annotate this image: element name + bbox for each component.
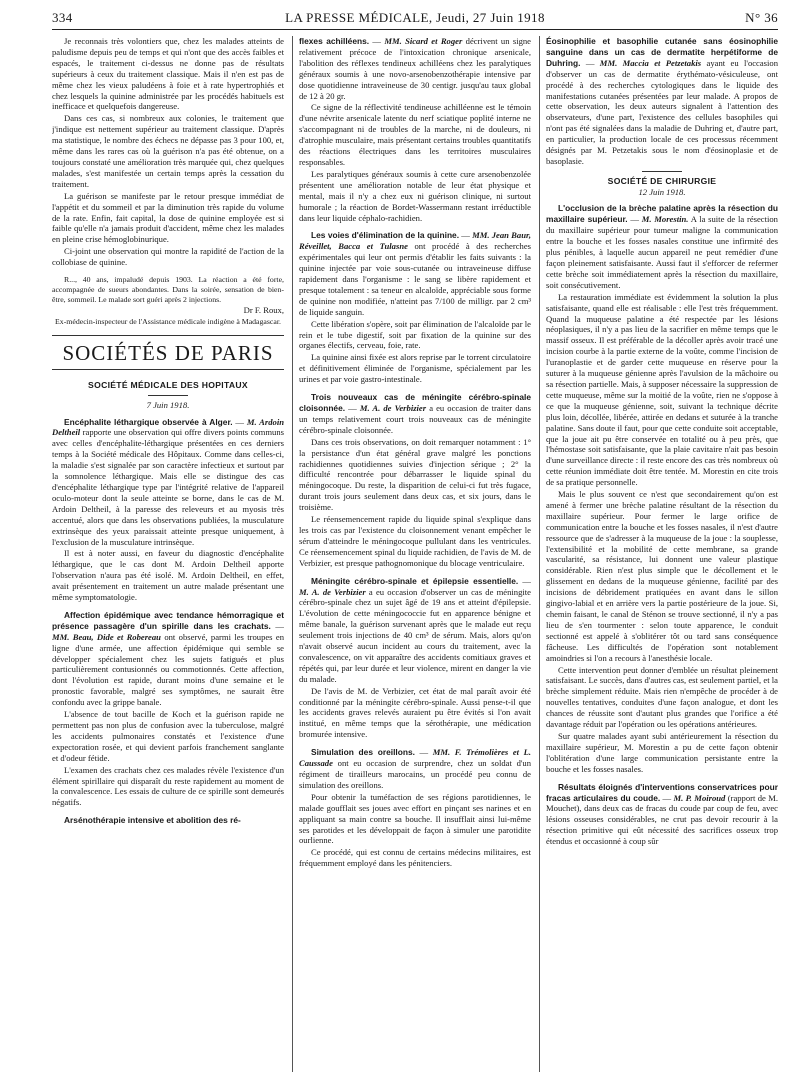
article-title: Encéphalite léthargique observée à Alger. (64, 416, 233, 427)
author-title: Ex-médecin-inspecteur de l'Assistance médicale indigène à Madagascar. (55, 317, 281, 327)
article: L'occlusion de la brèche palatine après la résection du maxillaire supérieur. — M. Morestin. A la suite de la résection du maxillaire supérieur pour tumeur maligne la communication entre la bouche et les fosses nasales constitue une infirmité des plus pénibles, à laquelle aucun appareil ne peut remédier d'une façon pleinement satisfaisante. Aussi faut il s'efforcer de refermer cette brèche soit immédiatement après la résection du maxillaire, soit consécutivement. (546, 203, 778, 290)
article-title: Simulation des oreillons. (311, 747, 415, 758)
session-date: 12 Juin 1918. (638, 186, 686, 197)
article-text: ont eu occasion de surprendre, chez un soldat d'un régiment de tirailleurs marocains, un procédé peu connu de simulation des oreillons. (299, 758, 531, 790)
article-author: M. A. de Verbizier (299, 586, 366, 597)
article-text: ont procédé à des recherches expérimentales qui leur ont permis d'établir les faits suivants : la quinine injectée par voie sous-cutanée ou intraveineuse diffuse rapidement dans l'organisme : le sang se libère rapidement et presque totalement : sa teneur en alcaloïde, appréciable sous forme de quinine non modifiée, n'atteint pas 7/100 de milligr. par 2 cm³ de liquide sanguin. (299, 241, 531, 317)
paragraph: Ce signe de la réflectivité tendineuse achilléenne est le témoin d'une névrite arsenicale latente du nerf sciatique poplité interne ne s'accompagnant ni de troubles de la marche, ni de douleurs, ni d'atrophie musculaire, mais présentant certains troubles quantitatifs des réactions électriques dans les territoires musculaires responsables. (299, 102, 531, 167)
article-author: M. Ardoin Deltheil (52, 416, 284, 438)
article: Affection épidémique avec tendance hémorragique et présence passagère d'un spirille dans les crachats. — MM. Beau, Dide et Robereau ont observé, parmi les troupes en ligne d'une armée, une affection épidémique qui semble se développer spécialement chez les sujets fatigués et plus particulièrement contusionnés ou commotionnés. Cette affection, dont l'évolution est rapide, durant moins d'une semaine et le pronostic favorable, malgré ses symptômes, ne saurait être confondu avec la grippe banale. (52, 609, 284, 708)
article-title: Méningite cérébro-spinale et épilepsie essentielle. (311, 575, 519, 586)
article-title: L'occlusion de la brèche palatine après la résection du maxillaire supérieur. (546, 203, 778, 225)
paragraph: L'absence de tout bacille de Koch et la guérison rapide ne permettent pas non plus de confusion avec la tuberculose, malgré les accidents pulmonaires constatés et l'existence d'une expectoration rosée, et qui devient parfois franchement sanglante et d'odeur fétide. (52, 709, 284, 763)
column-2 (299, 36, 531, 1072)
article-title: Trois nouveaux cas de méningite cérébro-spinale cloisonnée. (299, 392, 531, 413)
article: Simulation des oreillons. — MM. F. Trémolières et L. Caussade ont eu occasion de surprendre, chez un soldat d'un régiment de tirailleurs marocains, un procédé peu connu de simulation des oreillons. (299, 747, 531, 790)
article-text: (rapport de M. Mouchet), dans deux cas de fracas du coude par coup de feu, avec lésions osseuses considérables, ne crut pas devoir recourir à la résection primitive qui eût nécessité des sacrifices osseux trop étendus et occasionné à coup sûr (546, 792, 778, 847)
article-title: Résultats éloignés d'interventions conservatrices pour fracas articulaires du coude. (546, 781, 778, 803)
running-header (52, 10, 778, 30)
paragraph: Cette libération s'opère, soit par élimination de l'alcaloïde par le rein et le tube digestif, soit par fixation de la quinine sur des organes électifs, cerveau, foie, rate. (299, 318, 531, 351)
article-author: MM. Maccia et Petzetakis (599, 57, 702, 68)
paragraph: Les paralytiques généraux soumis à cette cure arsenobenzolée présentent une amélioration notable de leur état physique et mental, mais il n'y a chez eux ni guérison clinique, ni surtout humorale ; la réaction de Bordet-Wassermann restant irréductible dans leur liquide céphalo-rachidien. (299, 168, 531, 223)
paragraph: Dans ces trois observations, on doit remarquer notamment : 1° la persistance d'un état général grave malgré les ponctions rachidiennes quotidiennes suivies d'injection sérique ; 2° la difficulté rencontrée pour débarrasser le liquide spinal du méningocoque. Du reste, la disparition de celui-ci fut très fugace, durant trois jours seulement dans deux cas, et six jours, dans le troisième. (299, 436, 531, 513)
article-author: M. Morestin. (641, 214, 689, 225)
article-text: ayant eu l'occasion d'observer un cas de dermatite érythémato-vésiculeuse, ont procédé à des recherches cytologiques dans le liquide des manifestations cutanées présentées par leur malade. A propos de cette observation, les deux auteurs signalent à l'attention des observateurs, d'une part, l'existence des cellules basophiles qui n'ont pas été signalées dans la maladie de Duhring et, d'autre part, en particulier, la production locale de ces processus récemment désignés par M. Petzetakis sous le nom d'éosinoplasie et de basoplasie. (546, 57, 778, 166)
article-text: ont observé, parmi les troupes en ligne d'une armée, une affection épidémique qui semble se développer spécialement chez les sujets fatigués et plus particulièrement contusionnés ou commotionnés. Cette affection, dont l'évolution est rapide, durant moins d'une semaine et le pronostic favorable, malgré ses symptômes, ne saurait être confondu avec la grippe banale. (52, 631, 284, 708)
article: Trois nouveaux cas de méningite cérébro-spinale cloisonnée. — M. A. de Verbizier a eu occasion de traiter dans un temps relativement court trois nouveaux cas de méningite cérébro-spinale cloisonnée. (299, 392, 531, 435)
article-text: A la suite de la résection du maxillaire supérieur pour tumeur maligne la communication entre la bouche et les fosses nasales constitue une infirmité des plus pénibles, à laquelle aucun appareil ne peut remédier d'une façon pleinement satisfaisante. Aussi faut il s'efforcer de refermer cette brèche soit immédiatement après la résection du maxillaire, soit consécutivement. (546, 214, 778, 290)
paragraph: Le réensemencement rapide du liquide spinal s'explique dans les trois cas par l'existence du cloisonnement venant empêcher le sérum d'atteindre le méningocoque pullulant dans les ventricules. Ce réensemencement spinal du liquide rachidien, de l'avis de M. de Verbizier, est presque pathognomonique du blocage ventriculaire. (299, 514, 531, 568)
paragraph: Ce procédé, qui est connu de certains médecins militaires, est fréquemment employé dans les pénitenciers. (299, 847, 531, 869)
paragraph: La quinine ainsi fixée est alors reprise par le torrent circulatoire et définitivement éliminée de l'organisme, spécialement par les urines et par voie gastro-intestinale. (299, 352, 531, 385)
divider (148, 395, 188, 396)
page-number: 334 (52, 10, 73, 25)
article-title: Les voies d'élimination de la quinine. (311, 230, 460, 241)
paragraph: Il est à noter aussi, en faveur du diagnostic d'encéphalite léthargique, que le cas dont M. Ardoin Deltheil apporte l'observation n'aura pas été isolé. M. Ardoin Deltheil, en effet, avait présentement en traitement un autre malade présentant une même symptomatologie. (52, 548, 284, 603)
article-author: MM. Jean Baur, Réveillet, Bacca et Tulasne (299, 230, 531, 252)
paragraph: La guérison se manifeste par le retour presque immédiat de l'appétit et du sommeil et par la diminution très rapide du volume de la rate. Enfin, fait capital, la dose de quinine employée est si faible qu'elle n'a jamais produit d'accident, même chez les malades en pleine crise hémoglobinurique. (52, 190, 284, 245)
article: Résultats éloignés d'interventions conservatrices pour fracas articulaires du coude. — M. P. Moiroud (rapport de M. Mouchet), dans deux cas de fracas du coude par coup de feu, avec lésions osseuses considérables, ne crut pas devoir recourir à la résection primitive qui eût nécessité des sacrifices osseux trop étendus et occasionné à coup sûr (546, 781, 778, 847)
observation-note: R..., 40 ans, impaludé depuis 1903. La réaction a été forte, accompagnée de sueurs abondantes. Dans la soirée, sensation de bien-être, sommeil. Le malade sort guéri après 2 injections. (52, 275, 284, 304)
article: Éosinophilie et basophilie cutanée sans éosinophilie sanguine dans un cas de dermatite herpétiforme de Duhring. — MM. Maccia et Petzetakis ayant eu l'occasion d'observer un cas de dermatite érythémato-vésiculeuse, ont procédé à des recherches cytologiques dans le liquide des manifestations cutanées présentées par leur malade. A propos de cette observation, les deux auteurs signalent à l'attention des observateurs, d'une part, l'existence des cellules basophiles qui n'ont pas été signalées dans la maladie de Duhring et, d'autre part, en particulier, la production locale de ces processus récemment désignés par M. Petzetakis sous le nom d'éosinoplasie et de basoplasie. (546, 36, 778, 166)
divider (642, 171, 682, 172)
issue-number: N° 36 (745, 10, 778, 25)
paragraph: Dans ces cas, si nombreux aux colonies, le traitement que j'indique est nettement supérieur au traitement classique. D'après ma statistique, le nombre des échecs ne dépasse pas 3 pour 100, et, même dans les rares cas où la guérison n'a pas été obtenue, on a toujours constaté une amélioration très marquée qui, chez quelques malades, s'est manifestée un certain temps après la cessation du traitement. (52, 113, 284, 189)
paragraph: La restauration immédiate est évidemment la solution la plus satisfaisante, quand elle est réalisable : elle l'est très fréquemment. Quand la muqueuse palatine a été respectée par les lésions néoplasiques, il n'y a pas lieu de la sacrifier en même temps que le massif osseux. Il est préférable de la décoller après avoir tracé une incision courbe à la partie externe de la voûte, comme l'incision de l'uranoplastie et de garder cette muqueuse en réserve pour la suturer à la muqueuse génienne après l'avulsion de la mâchoire ou sa résection partielle. Mais, à supposer nécessaire la suppression de cette muqueuse, même sur la moitié de la voûte, rien ne s'oppose à ce que la muqueuse génienne, soit, suivant la technique décrite plus loin, décollée, libérée, attirée en dedans et suturée à la tranche palatine. Sans doute il faut, pour que cette conduite soit acceptable, que la joue ait pu être conservée en totalité ou à peu près, que l'hémostase soit satisfaisante, que la plaie cavitaire n'ait pas besoin d'une surveillance directe : il reste encore des cas très nombreux où cette réunion immédiate doit être tentée. M. Morestin en cite trois de sa pratique personnelle. (546, 291, 778, 488)
paragraph: Cette intervention peut donner d'emblée un résultat pleinement satisfaisant. Le succès, dans d'autres cas, est seulement partiel, et la brèche simplement réduite. Mais rien n'empêche de procéder à de nouvelles tentatives, conduites d'une façon analogue, et dont les chances de réussite sont d'autant plus grandes que l'orifice a été davantage réduit par l'opération ou les opérations antérieures. (546, 664, 778, 730)
paragraph: Pour obtenir la tuméfaction de ses régions parotidiennes, le malade goufflait ses joues avec effort en pinçant ses narines et en appliquant sa main contre sa bouche. Il insufflait ainsi lui-même ses parotides et les développait de façon à simuler une parotidite ourlienne. (299, 791, 531, 846)
article-title: flexes achilléens. (299, 36, 370, 46)
paragraph: Je reconnais très volontiers que, chez les malades atteints de paludisme depuis peu de temps et qui n'ont que des accès faibles et espacés, le traitement ci-dessus ne donne pas de résultats supérieurs à ceux du traitement classique. Mais il n'en est pas de même chez les vieux paludéens à foie et à rate hypertrophiés et chez lesquels la quinine administrée par les procédés habituels est inefficace et quelquefois dangereuse. (52, 36, 284, 112)
article (52, 815, 284, 826)
paragraph: Mais le plus souvent ce n'est que secondairement qu'on est amené à fermer une brèche palatine résultant de la résection du maxillaire supérieur. Pour fermer le large orifice de communication entre la bouche et les fosses nasales, il n'est d'autre ressource que de s'adresser à la muqueuse de la joue : la souplesse, l'extensibilité et la mobilité de cette membrane, sa grande vascularité, sa résistance, lui donnent une valeur plastique considérable. Rien n'est plus simple que le décollement et le glissement en dedans de la muqueuse génienne, facilité par des incisions de débridement pratiquées en avant dans le sillon gingivo-labial et en arrière vers la partie postérieure de la joue. Si, chemin faisant, le canal de Sténon se trouve sectionné, il n'y a pas lieu de s'en tourmenter : selon toute apparence, le conduit sectionné est appelé à s'oblitérer tôt ou tard sans conséquence fâcheuse. Les difficultés de l'opération sont notablement amoindries si l'on a recours à l'anesthésie locale. (546, 489, 778, 663)
society-heading: SOCIÉTÉ DE CHIRURGIE (607, 175, 717, 186)
article: Encéphalite léthargique observée à Alger. — M. Ardoin Deltheil rapporte une observation qui offre divers points communs avec celles d'encéphalite-léthargique présentées en ces derniers temps à la Société médicale des Hôpitaux. Comme dans celles-ci, la maladie s'est signalée par son caractère infectieux et surtout par la somnolence léthargique. Mais elle se distingue des cas d'encéphalite léthargique type par l'intégrité relative de l'appareil oculo-moteur dont la seule atteinte se borne, dans le cas de M. Ardoin Deltheil, à la paresse des releveurs et au myosis très accentué, alors que dans les observations publiées, la musculature extrinsèque des yeux paraissait atteinte presque uniquement, à l'exclusion de la musculature intrinsèque. (52, 416, 284, 547)
article-author: MM. Sicard et Roger (384, 36, 463, 46)
society-heading: SOCIÉTÉ MÉDICALE DES HOPITAUX (88, 379, 248, 390)
paragraph: Ci-joint une observation qui montre la rapidité de l'action de la collobiase de quinine. (52, 246, 284, 268)
journal-title: LA PRESSE MÉDICALE, Jeudi, 27 Juin 1918 (285, 10, 545, 25)
section-title: SOCIÉTÉS DE PARIS (52, 335, 284, 370)
paragraph: Sur quatre malades ayant subi antérieurement la résection du maxillaire supérieur, M. Morestin a pu de cette façon obtenir l'oblitération d'une large communication persistante entre la bouche et les fosses nasales. (546, 730, 778, 774)
article-title: Arsénothérapie intensive et abolition des ré- (64, 815, 241, 826)
paragraph: De l'avis de M. de Verbizier, cet état de mal paraît avoir été conditionné par la méningite cérébro-spinale. Aussi pense-t-il que les accidents graves relevés auraient pu être évités si l'on avait institué, en même temps que la sérothérapie, une médication bromurée intensive. (299, 685, 531, 740)
article-title: Affection épidémique avec tendance hémorragique et présence passagère d'un spirille dans les crachats. (52, 609, 284, 631)
author-signature: Dr F. Roux, (243, 305, 284, 316)
journal-page (52, 10, 778, 1072)
article-text: rapporte une observation qui offre divers points communs avec celles d'encéphalite-léthargique présentées en ces derniers temps à la Société médicale des Hôpitaux. Comme dans celles-ci, la maladie s'est signalée par son caractère infectieux et surtout par la somnolence léthargique. Mais elle se distingue des cas d'encéphalite léthargique type par l'intégrité relative de l'appareil oculo-moteur dont la seule atteinte se borne, dans le cas de M. Ardoin Deltheil, à la paresse des releveurs et au myosis très accentué, alors que dans les observations publiées, la musculature extrinsèque des yeux paraissait atteinte presque uniquement, à l'exclusion de la musculature intrinsèque. (52, 427, 284, 547)
column-1 (52, 36, 284, 1072)
session-date: 7 Juin 1918. (146, 399, 190, 410)
text-columns (52, 36, 778, 1072)
article-author: MM. Beau, Dide et Robereau (52, 631, 161, 642)
article-author: M. P. Moiroud (673, 792, 726, 803)
article: flexes achilléens. — MM. Sicard et Roger décrivent un signe relativement précoce de l'intoxication chronique arsenicale, l'abolition des réflexes tendineux achilléens chez les paralytiques généraux soumis à une novo-arsenobenzothérapie intensive par dose quotidienne intraveineuse de 30 centigr. jusqu'au taux global de 12 à 20 gr. (299, 36, 531, 101)
column-rule (292, 36, 293, 1072)
paragraph: L'examen des crachats chez ces malades révèle l'existence d'un élément spirillaire qui disparaît du reste rapidement au moment de la convalescence. Les essais de culture de ce spirille sont demeurés négatifs. (52, 764, 284, 808)
column-3 (546, 36, 778, 1072)
article-text: a eu occasion d'observer un cas de méningite cérébro-spinale chez un sujet âgé de 19 ans et atteint d'épilepsie. L'évolution de cette méningococcie fut en apparence bénigne et même banale, la guérison survenant après que le malade eut reçu seulement trois injections de 40 cm³ de sérum. Mais, alors qu'on n'avait observé aucun incident au cours du traitement, avec la convalescence, on vit apparaître des accidents comitiaux graves et répétés qui, par leur durée et leur violence, mirent en danger la vie du malade. (299, 586, 531, 684)
column-rule (539, 36, 540, 1072)
article-text: a eu occasion de traiter dans un temps relativement court trois nouveaux cas de méningite cérébro-spinale cloisonnée. (299, 403, 531, 435)
article-author: M. A. de Verbizier (359, 403, 427, 413)
article: Les voies d'élimination de la quinine. — MM. Jean Baur, Réveillet, Bacca et Tulasne ont procédé à des recherches expérimentales qui leur ont permis d'établir les faits suivants : la quinine injectée par voie sous-cutanée ou intraveineuse diffuse rapidement dans l'organisme : le sang se libère rapidement et presque totalement : sa teneur en alcaloïde, appréciable sous forme de quinine non modifiée, n'atteint pas 7/100 de milligr. par 2 cm³ de liquide sanguin. (299, 230, 531, 317)
article-author: MM. F. Trémolières et L. Caussade (299, 747, 531, 769)
article-title: Éosinophilie et basophilie cutanée sans éosinophilie sanguine dans un cas de dermatite herpétiforme de Duhring. (546, 36, 778, 68)
article-text: décrivent un signe relativement précoce de l'intoxication chronique arsenicale, l'abolition des réflexes tendineux achilléens chez les paralytiques généraux soumis à une novo-arsenobenzothérapie intensive par dose quotidienne intraveineuse de 30 centigr. jusqu'au taux global de 12 à 20 gr. (299, 36, 531, 101)
article: Méningite cérébro-spinale et épilepsie essentielle. — M. A. de Verbizier a eu occasion d'observer un cas de méningite cérébro-spinale chez un sujet âgé de 19 ans et atteint d'épilepsie. L'évolution de cette méningococcie fut en apparence bénigne et même banale, la guérison survenant après que le malade eut reçu seulement trois injections de 40 cm³ de sérum. Mais, alors qu'on n'avait observé aucun incident au cours du traitement, avec la convalescence, on vit apparaître des accidents comitiaux graves et répétés qui, par leur durée et leur violence, mirent en danger la vie du malade. (299, 575, 531, 684)
